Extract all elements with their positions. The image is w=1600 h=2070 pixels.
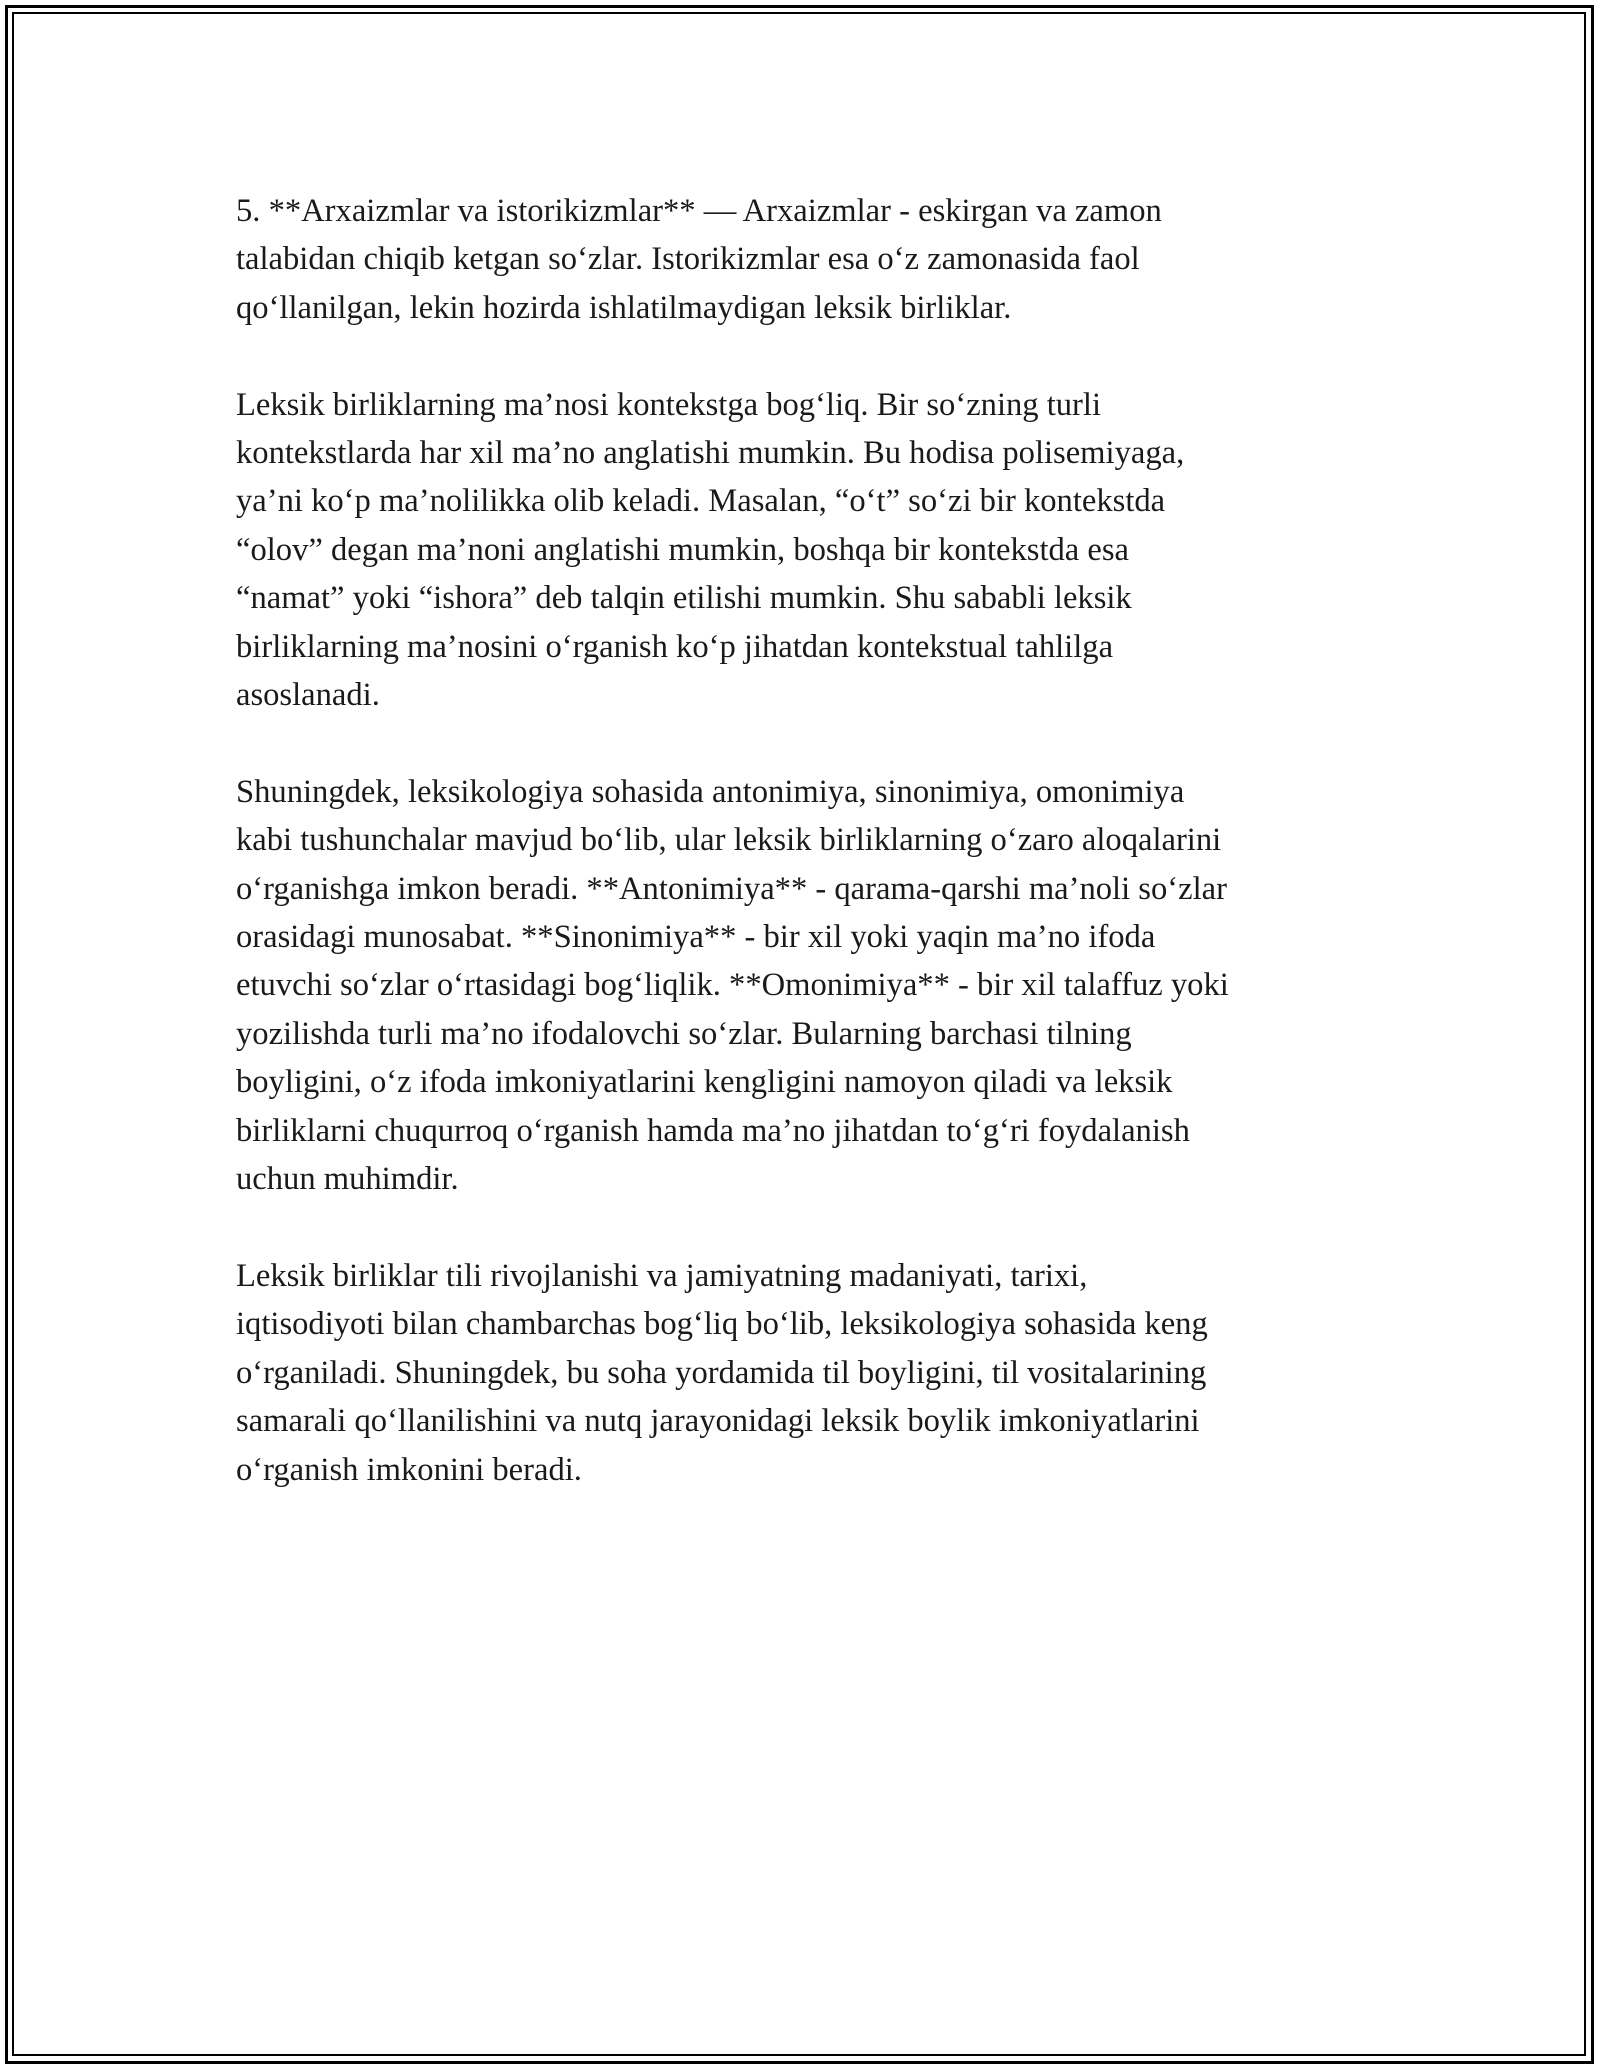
- text-line: orasidagi munosabat. **Sinonimiya** - bir xil yoki yaqin ma’no ifoda: [236, 919, 1156, 956]
- document-body: [236, 187, 1366, 1542]
- text-line: o‘rganiladi. Shuningdek, bu soha yordamida til boyligini, til vositalarining: [236, 1354, 1207, 1391]
- text-line: Leksik birliklarning ma’nosi kontekstga bog‘liq. Bir so‘zning turli: [236, 386, 1102, 423]
- text-line: asoslanadi.: [236, 677, 380, 714]
- text-line: samarali qo‘llanilishini va nutq jarayonidagi leksik boylik imkoniyatlarini: [236, 1403, 1200, 1440]
- text-line: boyligini, o‘z ifoda imkoniyatlarini kengligini namoyon qiladi va leksik: [236, 1064, 1173, 1101]
- paragraph-conclusion: [236, 1252, 1366, 1494]
- text-line: 5. **Arxaizmlar va istorikizmlar** — Arxaizmlar - eskirgan va zamon: [236, 193, 1162, 229]
- text-line: o‘rganish imkonini beradi.: [236, 1451, 582, 1488]
- text-line: kontekstlarda har xil ma’no anglatishi mumkin. Bu hodisa polisemiyaga,: [236, 435, 1185, 472]
- paragraph-lexical-relations: [236, 768, 1366, 1204]
- text-line: birliklarni chuqurroq o‘rganish hamda ma’no jihatdan to‘g‘ri foydalanish: [236, 1112, 1190, 1149]
- text-line: Leksik birliklar tili rivojlanishi va jamiyatning madaniyati, tarixi,: [236, 1257, 1088, 1294]
- text-line: o‘rganishga imkon beradi. **Antonimiya** - qarama-qarshi ma’noli so‘zlar: [236, 870, 1227, 907]
- text-line: etuvchi so‘zlar o‘rtasidagi bog‘liqlik. **Omonimiya** - bir xil talaffuz yoki: [236, 967, 1229, 1004]
- paragraph-context: [236, 381, 1366, 720]
- text-line: “namat” yoki “ishora” deb talqin etilishi mumkin. Shu sababli leksik: [236, 580, 1132, 617]
- paragraph-archaisms: [236, 187, 1366, 332]
- text-line: yozilishda turli ma’no ifodalovchi so‘zlar. Bularning barchasi tilning: [236, 1015, 1132, 1052]
- text-line: uchun muhimdir.: [236, 1161, 459, 1198]
- text-line: talabidan chiqib ketgan so‘zlar. Istorikizmlar esa o‘z zamonasida faol: [236, 241, 1140, 278]
- text-line: qo‘llanilgan, lekin hozirda ishlatilmaydigan leksik birliklar.: [236, 289, 1012, 326]
- text-line: ya’ni ko‘p ma’nolilikka olib keladi. Masalan, “o‘t” so‘zi bir kontekstda: [236, 483, 1166, 520]
- text-line: Shuningdek, leksikologiya sohasida antonimiya, sinonimiya, omonimiya: [236, 773, 1185, 810]
- text-line: “olov” degan ma’noni anglatishi mumkin, boshqa bir kontekstda esa: [236, 531, 1129, 568]
- text-line: iqtisodiyoti bilan chambarchas bog‘liq bo‘lib, leksikologiya sohasida keng: [236, 1306, 1208, 1343]
- text-line: birliklarning ma’nosini o‘rganish ko‘p jihatdan kontekstual tahlilga: [236, 628, 1114, 665]
- text-line: kabi tushunchalar mavjud bo‘lib, ular leksik birliklarning o‘zaro aloqalarini: [236, 822, 1222, 859]
